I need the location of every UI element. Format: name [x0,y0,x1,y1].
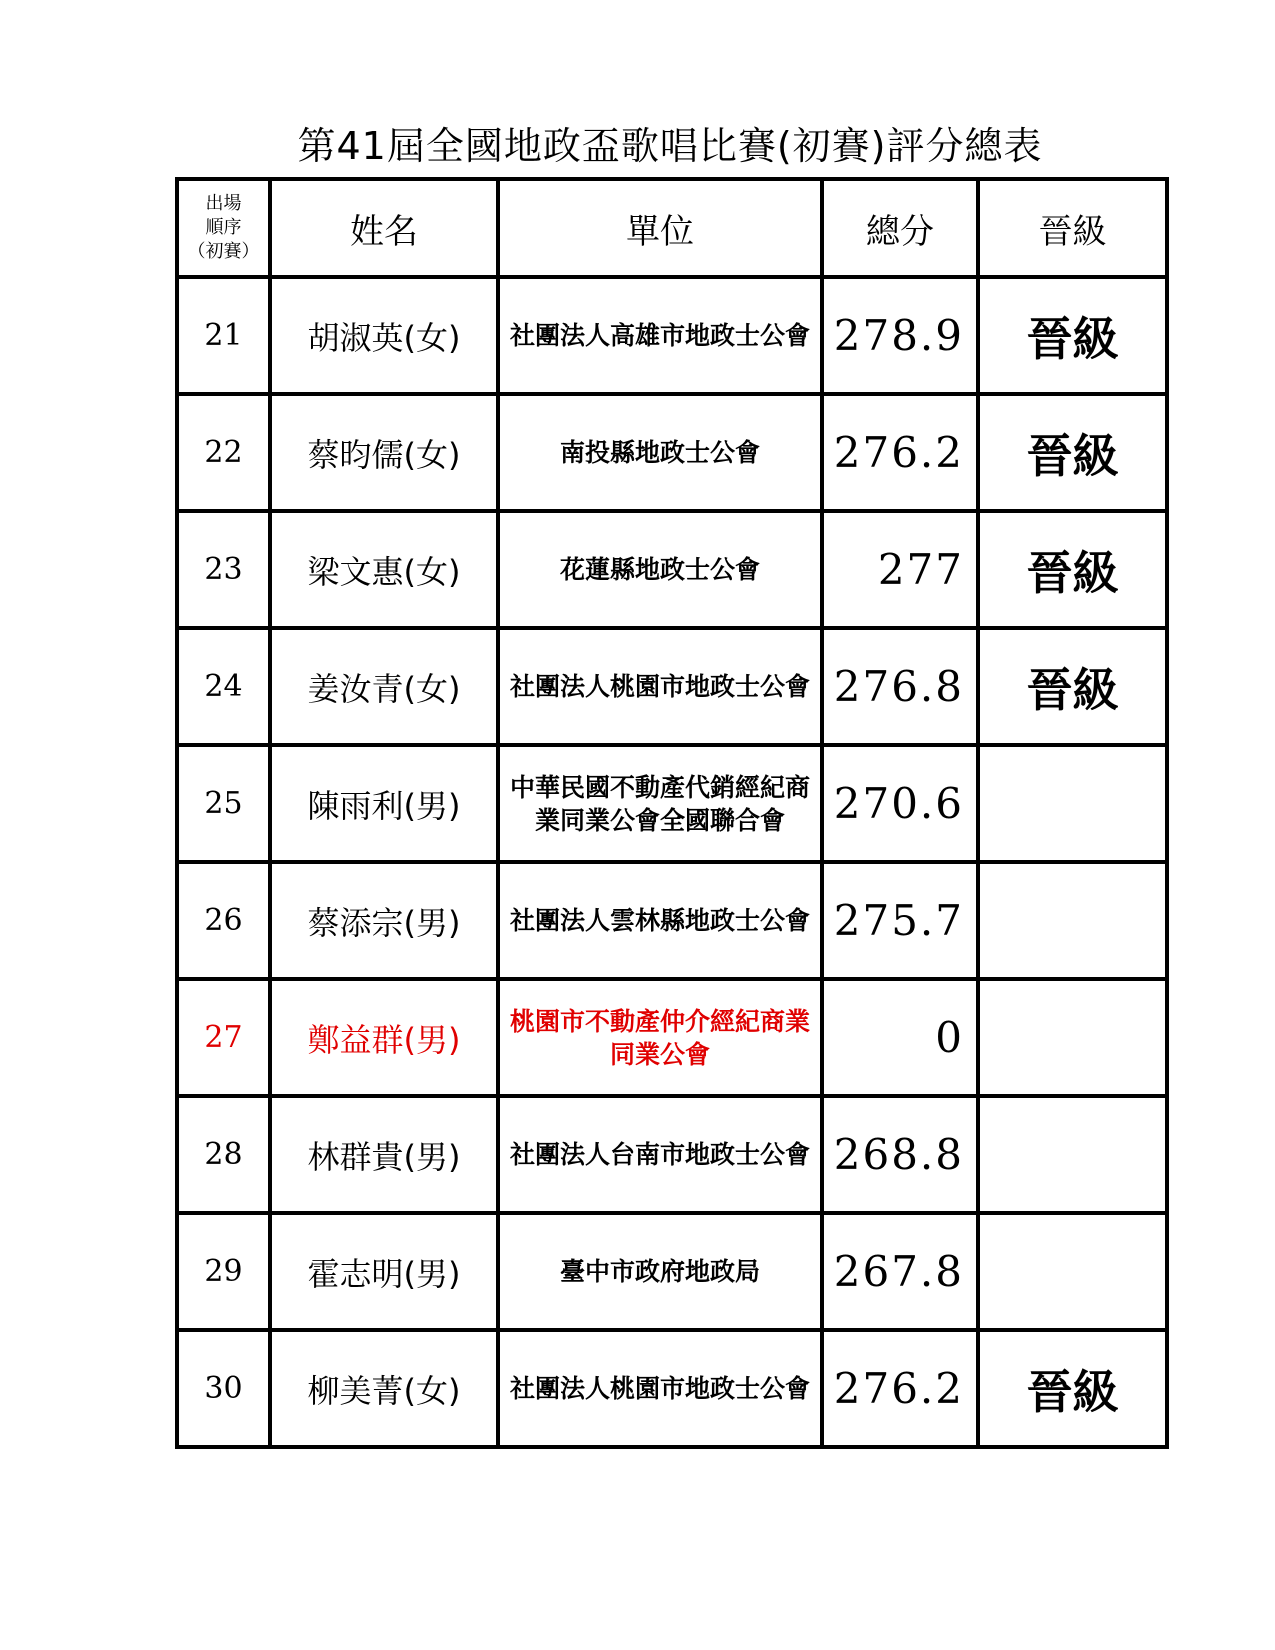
row-name: 姜汝青(女) [270,628,498,745]
table-row [177,277,1167,394]
row-seq: 29 [177,1213,270,1330]
row-total: 276.2 [822,1330,978,1447]
row-unit: 社團法人台南市地政士公會 [498,1096,822,1213]
row-advance [978,745,1167,862]
page-title: 第41屆全國地政盃歌唱比賽(初賽)評分總表 [297,124,1043,168]
row-advance: 晉級 [978,1330,1167,1447]
row-unit: 社團法人雲林縣地政士公會 [498,862,822,979]
table-header-row [177,179,1167,277]
table-row [177,1330,1167,1447]
row-total: 278.9 [822,277,978,394]
header-seq-line1: 出場 [205,193,242,214]
row-advance: 晉級 [978,628,1167,745]
table-row-highlighted [177,979,1167,1096]
row-name: 陳雨利(男) [270,745,498,862]
row-unit: 中華民國不動產代銷經紀商業同業公會全國聯合會 [498,745,822,862]
row-total: 268.8 [822,1096,978,1213]
row-unit: 桃園市不動產仲介經紀商業同業公會 [498,979,822,1096]
row-unit: 臺中市政府地政局 [498,1213,822,1330]
row-unit: 社團法人高雄市地政士公會 [498,277,822,394]
header-name: 姓名 [270,179,498,277]
table-row [177,1096,1167,1213]
row-total: 277 [822,511,978,628]
row-total: 276.2 [822,394,978,511]
row-name: 蔡添宗(男) [270,862,498,979]
row-name: 林群貴(男) [270,1096,498,1213]
row-advance [978,1213,1167,1330]
row-advance: 晉級 [978,511,1167,628]
row-name: 胡淑英(女) [270,277,498,394]
row-unit: 南投縣地政士公會 [498,394,822,511]
row-unit: 社團法人桃園市地政士公會 [498,628,822,745]
header-advance: 晉級 [978,179,1167,277]
row-advance: 晉級 [978,277,1167,394]
row-total: 267.8 [822,1213,978,1330]
row-name: 鄭益群(男) [270,979,498,1096]
header-seq [177,179,270,277]
row-name: 柳美菁(女) [270,1330,498,1447]
row-name: 霍志明(男) [270,1213,498,1330]
table-row [177,862,1167,979]
header-total: 總分 [822,179,978,277]
row-unit: 社團法人桃園市地政士公會 [498,1330,822,1447]
row-seq: 22 [177,394,270,511]
row-seq: 25 [177,745,270,862]
table-row [177,511,1167,628]
row-seq: 26 [177,862,270,979]
header-seq-line2: 順序 [205,217,242,238]
table-row [177,745,1167,862]
row-seq: 21 [177,277,270,394]
row-seq: 30 [177,1330,270,1447]
table-row [177,394,1167,511]
row-seq: 28 [177,1096,270,1213]
score-table [175,177,1169,1449]
row-advance: 晉級 [978,394,1167,511]
header-seq-line3: （初賽） [187,241,260,262]
table-row [177,628,1167,745]
row-seq: 24 [177,628,270,745]
row-unit: 花蓮縣地政士公會 [498,511,822,628]
row-name: 蔡昀儒(女) [270,394,498,511]
row-total: 270.6 [822,745,978,862]
row-advance [978,862,1167,979]
table-row [177,1213,1167,1330]
row-seq: 23 [177,511,270,628]
header-unit: 單位 [498,179,822,277]
row-advance [978,1096,1167,1213]
row-name: 梁文惠(女) [270,511,498,628]
row-seq: 27 [177,979,270,1096]
row-total: 0 [822,979,978,1096]
row-advance [978,979,1167,1096]
row-total: 276.8 [822,628,978,745]
row-total: 275.7 [822,862,978,979]
